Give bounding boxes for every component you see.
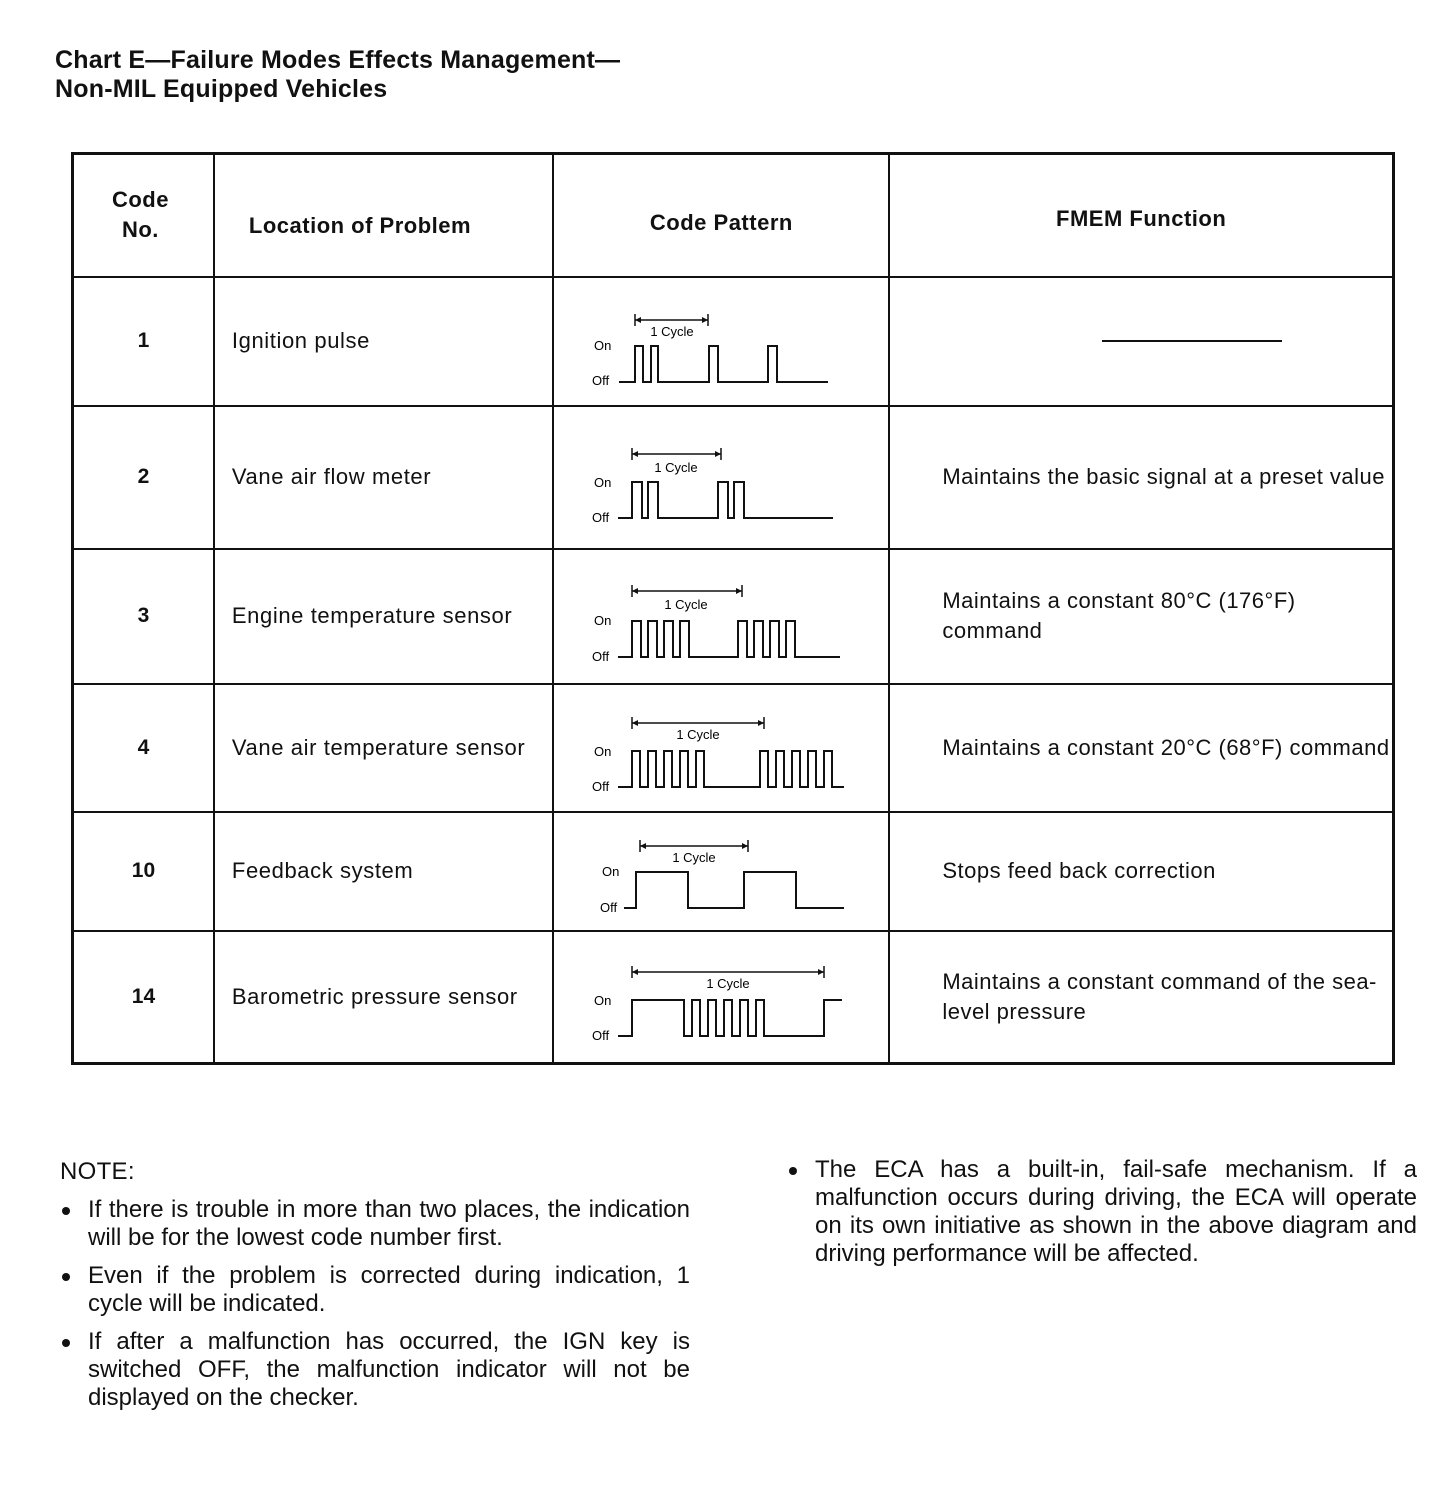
- code-pattern-diagram: [588, 952, 878, 1042]
- fmem-function: Maintains a constant 20°C (68°F) command: [889, 684, 1393, 812]
- code-number: 3: [73, 549, 214, 684]
- fmem-function: Maintains a constant 80°C (176°F) command: [889, 549, 1393, 684]
- fmem-function: Stops feed back correction: [889, 812, 1393, 931]
- cycle-label: 1 Cycle: [706, 975, 751, 991]
- eca-note: [787, 1156, 1417, 1278]
- on-label: On: [602, 864, 620, 879]
- code-pattern-diagram: [588, 432, 868, 522]
- table-row: [73, 277, 1394, 406]
- code-pattern-cell: [553, 812, 889, 931]
- chart-title-line-1: Chart E—Failure Modes Effects Management—: [55, 46, 621, 74]
- note-item: Even if the problem is corrected during indication, 1 cycle will be indicated.: [60, 1262, 690, 1318]
- code-pattern-diagram: [588, 826, 878, 916]
- notes-label: NOTE:: [60, 1158, 135, 1185]
- cycle-label: 1 Cycle: [654, 460, 699, 475]
- cycle-label: 1 Cycle: [664, 597, 709, 612]
- header-location: Location of Problem: [214, 154, 554, 277]
- fmem-function: Maintains a constant command of the sea-level pressure: [889, 931, 1393, 1064]
- on-label: On: [594, 338, 612, 353]
- table-header-row: [73, 154, 1394, 277]
- header-code-line-1: Code: [111, 187, 169, 213]
- chart-title: [55, 46, 620, 104]
- off-label: Off: [592, 1027, 610, 1042]
- on-label: On: [594, 743, 612, 759]
- problem-location: Vane air temperature sensor: [214, 684, 554, 812]
- code-pattern-diagram: [588, 571, 868, 661]
- code-pattern-diagram: [588, 296, 868, 386]
- header-code-no: [73, 154, 214, 277]
- note-item: If after a malfunction has occurred, the IGN key is switched OFF, the malfunction indicator will not be displayed on the checker.: [60, 1328, 690, 1412]
- code-pattern-cell: [553, 931, 889, 1064]
- off-label: Off: [600, 900, 618, 915]
- problem-location: Engine temperature sensor: [214, 549, 554, 684]
- header-code-line-2: No.: [121, 217, 159, 243]
- table-row: [73, 931, 1394, 1064]
- notes-section: [60, 1158, 690, 1422]
- cycle-label: 1 Cycle: [672, 850, 717, 865]
- problem-location: Barometric pressure sensor: [214, 931, 554, 1064]
- code-number: 10: [73, 812, 214, 931]
- table-row: [73, 684, 1394, 812]
- fmem-table: [71, 152, 1395, 1065]
- code-pattern-diagram: [588, 703, 878, 793]
- on-label: On: [594, 475, 612, 490]
- header-fmem-function: FMEM Function: [889, 154, 1393, 277]
- off-label: Off: [592, 510, 610, 522]
- on-label: On: [594, 992, 612, 1008]
- off-label: Off: [592, 778, 610, 793]
- code-pattern-cell: [553, 406, 889, 549]
- code-pattern-cell: [553, 277, 889, 406]
- note-item: If there is trouble in more than two places, the indication will be for the lowest code number first.: [60, 1196, 690, 1252]
- table-row: [73, 812, 1394, 931]
- code-number: 4: [73, 684, 214, 812]
- fmem-function: [889, 277, 1393, 406]
- eca-note-text: The ECA has a built-in, fail-safe mechanism. If a malfunction occurs during driving, the ECA will operate on its own initiative as shown in the above diagram and driving performance will be affected.: [787, 1156, 1417, 1268]
- code-pattern-cell: [553, 684, 889, 812]
- code-number: 1: [73, 277, 214, 406]
- off-label: Off: [592, 373, 610, 386]
- code-pattern-cell: [553, 549, 889, 684]
- chart-title-line-2: Non-MIL Equipped Vehicles: [55, 75, 388, 103]
- header-code-pattern: Code Pattern: [553, 154, 889, 277]
- cycle-label: 1 Cycle: [650, 324, 695, 339]
- off-label: Off: [592, 649, 610, 661]
- code-number: 14: [73, 931, 214, 1064]
- code-number: 2: [73, 406, 214, 549]
- problem-location: Feedback system: [214, 812, 554, 931]
- table-row: [73, 406, 1394, 549]
- on-label: On: [594, 613, 612, 628]
- problem-location: Vane air flow meter: [214, 406, 554, 549]
- no-function-dash: [1102, 340, 1282, 342]
- problem-location: Ignition pulse: [214, 277, 554, 406]
- fmem-function: Maintains the basic signal at a preset value: [889, 406, 1393, 549]
- cycle-label: 1 Cycle: [676, 726, 721, 742]
- table-row: [73, 549, 1394, 684]
